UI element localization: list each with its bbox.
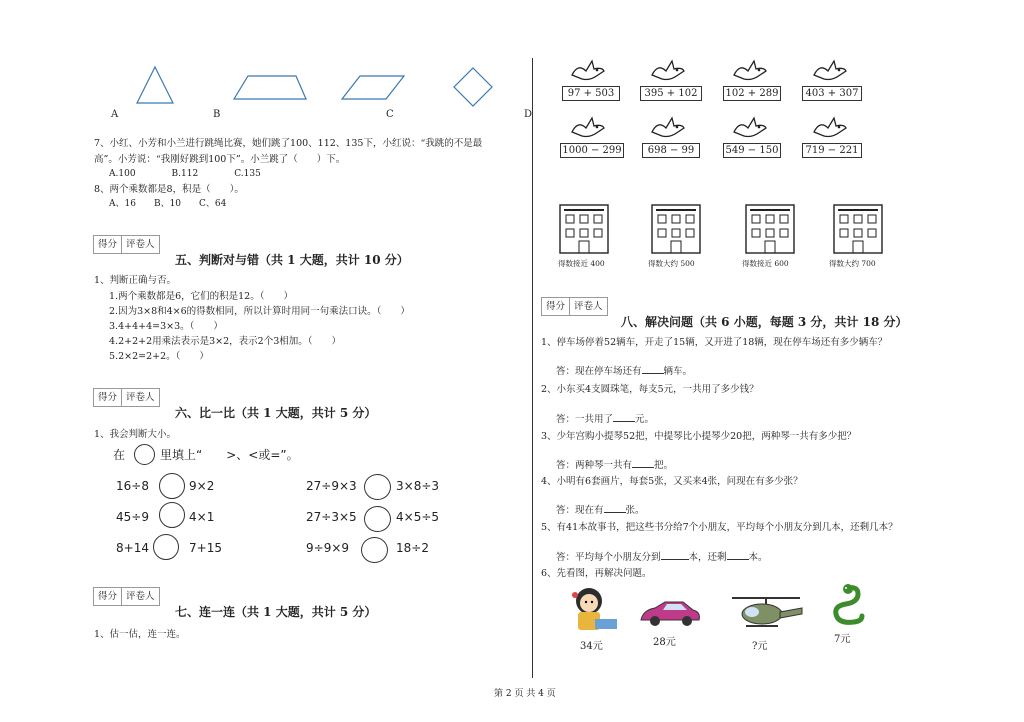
helicopter-icon — [728, 592, 806, 632]
compare-circle-sample — [134, 444, 155, 465]
page-footer: 第 2 页 共 4 页 — [494, 689, 556, 699]
judge-item: 3.4+4+4=3×3。（ ） — [109, 321, 223, 332]
bird-icon — [810, 57, 850, 85]
section7-intro: 1、估一估，连一连。 — [94, 629, 186, 640]
shape-label-c: C — [386, 109, 394, 120]
compare-right-expr: 18÷2 — [396, 541, 429, 555]
judge-item: 1.两个乘数都是6，它们的积是12。（ ） — [109, 291, 293, 302]
compare-answer-circle[interactable] — [159, 502, 185, 528]
bird-expression-box: 102 + 289 — [723, 86, 781, 101]
price-label: 7元 — [834, 634, 851, 645]
compare-right-expr: 3×8÷3 — [396, 479, 440, 493]
problem-5: 5、有41本故事书，把这些书分给7个小朋友，平均每个小朋友分到几本，还剩几本？ — [541, 522, 898, 533]
compare-left-expr: 8+14 — [116, 541, 149, 555]
answer-blank[interactable] — [632, 458, 654, 468]
grader-label: 评卷人 — [126, 591, 155, 602]
doll-icon — [565, 585, 621, 635]
compare-right-expr: 4×5÷5 — [396, 510, 440, 524]
compare-answer-circle[interactable] — [364, 474, 391, 500]
compare-answer-circle[interactable] — [361, 537, 388, 563]
answer-blank[interactable] — [727, 550, 749, 560]
section5-title: 五、判断对与错（共 1 大题，共计 10 分） — [175, 253, 409, 267]
q7-line1: 7、小红、小芳和小兰进行跳绳比赛，她们跳了100、112、135下，小红说：“我跳的不是最 — [94, 138, 483, 149]
answer-blank[interactable] — [613, 412, 635, 422]
judge-item: 5.2×2=2+2。（ ） — [109, 351, 209, 362]
building-icon — [832, 203, 886, 255]
shape-parallelogram — [340, 74, 406, 102]
compare-left-expr: 9÷9×9 — [306, 541, 350, 555]
shape-label-a: A — [111, 109, 119, 120]
shape-label-d: D — [524, 109, 533, 120]
compare-answer-circle[interactable] — [159, 473, 185, 499]
problem-3: 3、少年宫购小提琴52把，中提琴比小提琴少20把，两种琴一共有多少把？ — [541, 431, 857, 442]
price-label: 28元 — [653, 637, 676, 648]
answer-2: 答：一共用了 元。 — [556, 414, 655, 425]
section8-title: 八、解决问题（共 6 小题，每题 3 分，共计 18 分） — [621, 315, 908, 329]
problem-1: 1、停车场停着52辆车，开走了15辆，又开进了18辆，现在停车场还有多少辆车？ — [541, 337, 888, 348]
problem-4: 4、小明有6套画片，每套5张，又买来4张，问现在有多少张？ — [541, 476, 803, 487]
bird-icon — [648, 114, 688, 142]
answer-blank[interactable] — [661, 550, 689, 560]
problem-2: 2、小东买4支圆珠笔，每支5元，一共用了多少钱？ — [541, 384, 759, 395]
bird-expression-box: 395 + 102 — [640, 86, 702, 101]
section6-intro: 1、我会判断大小。 — [94, 429, 177, 440]
building-label: 得数接近 400 — [558, 259, 605, 268]
bird-icon — [810, 114, 850, 142]
compare-left-expr: 27÷3×5 — [306, 510, 357, 524]
building-label: 得数接近 600 — [742, 259, 789, 268]
bird-expression-box: 719 − 221 — [802, 143, 862, 158]
compare-left-expr: 27÷9×3 — [306, 479, 357, 493]
grader-label: 评卷人 — [574, 301, 603, 312]
building-label: 得数大约 500 — [648, 259, 695, 268]
section7-title: 七、连一连（共 1 大题，共计 5 分） — [175, 605, 377, 619]
section6-title: 六、比一比（共 1 大题，共计 5 分） — [175, 406, 377, 420]
score-label: 得分 — [542, 298, 570, 315]
building-icon — [744, 203, 798, 255]
bird-expression-box: 403 + 307 — [802, 86, 862, 101]
shape-triangle — [135, 65, 175, 107]
answer-3: 答：两种琴一共有 把。 — [556, 460, 674, 471]
building-label: 得数大约 700 — [829, 259, 876, 268]
judge-item: 4.2+2+2用乘法表示是3×2，表示2个3相加。（ ） — [109, 336, 342, 347]
car-icon — [637, 598, 703, 630]
score-box — [93, 587, 160, 606]
q7-options: A.100 B.112 C.135 — [109, 169, 261, 179]
judge-item: 2.因为3×8和4×6的得数相同，所以计算时用同一句乘法口诀。（ ） — [109, 306, 410, 317]
answer-blank[interactable] — [642, 364, 664, 374]
grader-label: 评卷人 — [126, 392, 155, 403]
compare-instruction-b: 里填上“ >、<或=”。 — [160, 448, 299, 462]
score-box — [541, 297, 608, 316]
compare-instruction-a: 在 — [113, 448, 126, 462]
price-label: 34元 — [580, 641, 603, 652]
building-icon — [558, 203, 612, 255]
problem-6: 6、先看图，再解决问题。 — [541, 568, 652, 579]
q7-line2: 高”。小芳说：“我刚好跳到100下”。小兰跳了（ ）下。 — [94, 154, 346, 165]
score-label: 得分 — [94, 389, 122, 406]
compare-left-expr: 16÷8 — [116, 479, 149, 493]
score-box — [93, 235, 160, 254]
price-label: ?元 — [752, 641, 768, 652]
q8-text: 8、两个乘数都是8，积是（ ）。 — [94, 184, 244, 195]
answer-4: 答：现在有 张。 — [556, 505, 645, 516]
answer-blank[interactable] — [604, 503, 626, 513]
section5-intro: 1、判断正确与否。 — [94, 275, 177, 286]
score-box — [93, 388, 160, 407]
compare-answer-circle[interactable] — [364, 506, 391, 532]
bird-icon — [730, 114, 770, 142]
score-label: 得分 — [94, 236, 122, 253]
snake-icon — [824, 582, 868, 628]
building-icon — [650, 203, 704, 255]
answer-1: 答：现在停车场还有 辆车。 — [556, 366, 693, 377]
compare-right-expr: 4×1 — [189, 510, 215, 524]
bird-icon — [730, 57, 770, 85]
compare-right-expr: 7+15 — [189, 541, 222, 555]
bird-expression-box: 1000 − 299 — [560, 143, 624, 158]
shape-diamond — [452, 66, 494, 108]
compare-answer-circle[interactable] — [153, 534, 179, 560]
shape-trapezoid — [232, 74, 308, 102]
bird-expression-box: 698 − 99 — [642, 143, 700, 158]
answer-5: 答：平均每个小朋友分到 本，还剩 本。 — [556, 552, 768, 563]
bird-icon — [568, 114, 608, 142]
grader-label: 评卷人 — [126, 239, 155, 250]
bird-expression-box: 549 − 150 — [723, 143, 781, 158]
bird-icon — [568, 57, 608, 85]
score-label: 得分 — [94, 588, 122, 605]
q8-options: A、16 B、10 C、64 — [109, 199, 227, 209]
bird-icon — [648, 57, 688, 85]
column-divider — [532, 58, 533, 678]
compare-left-expr: 45÷9 — [116, 510, 149, 524]
bird-expression-box: 97 + 503 — [562, 86, 620, 101]
compare-right-expr: 9×2 — [189, 479, 215, 493]
shape-label-b: B — [213, 109, 221, 120]
